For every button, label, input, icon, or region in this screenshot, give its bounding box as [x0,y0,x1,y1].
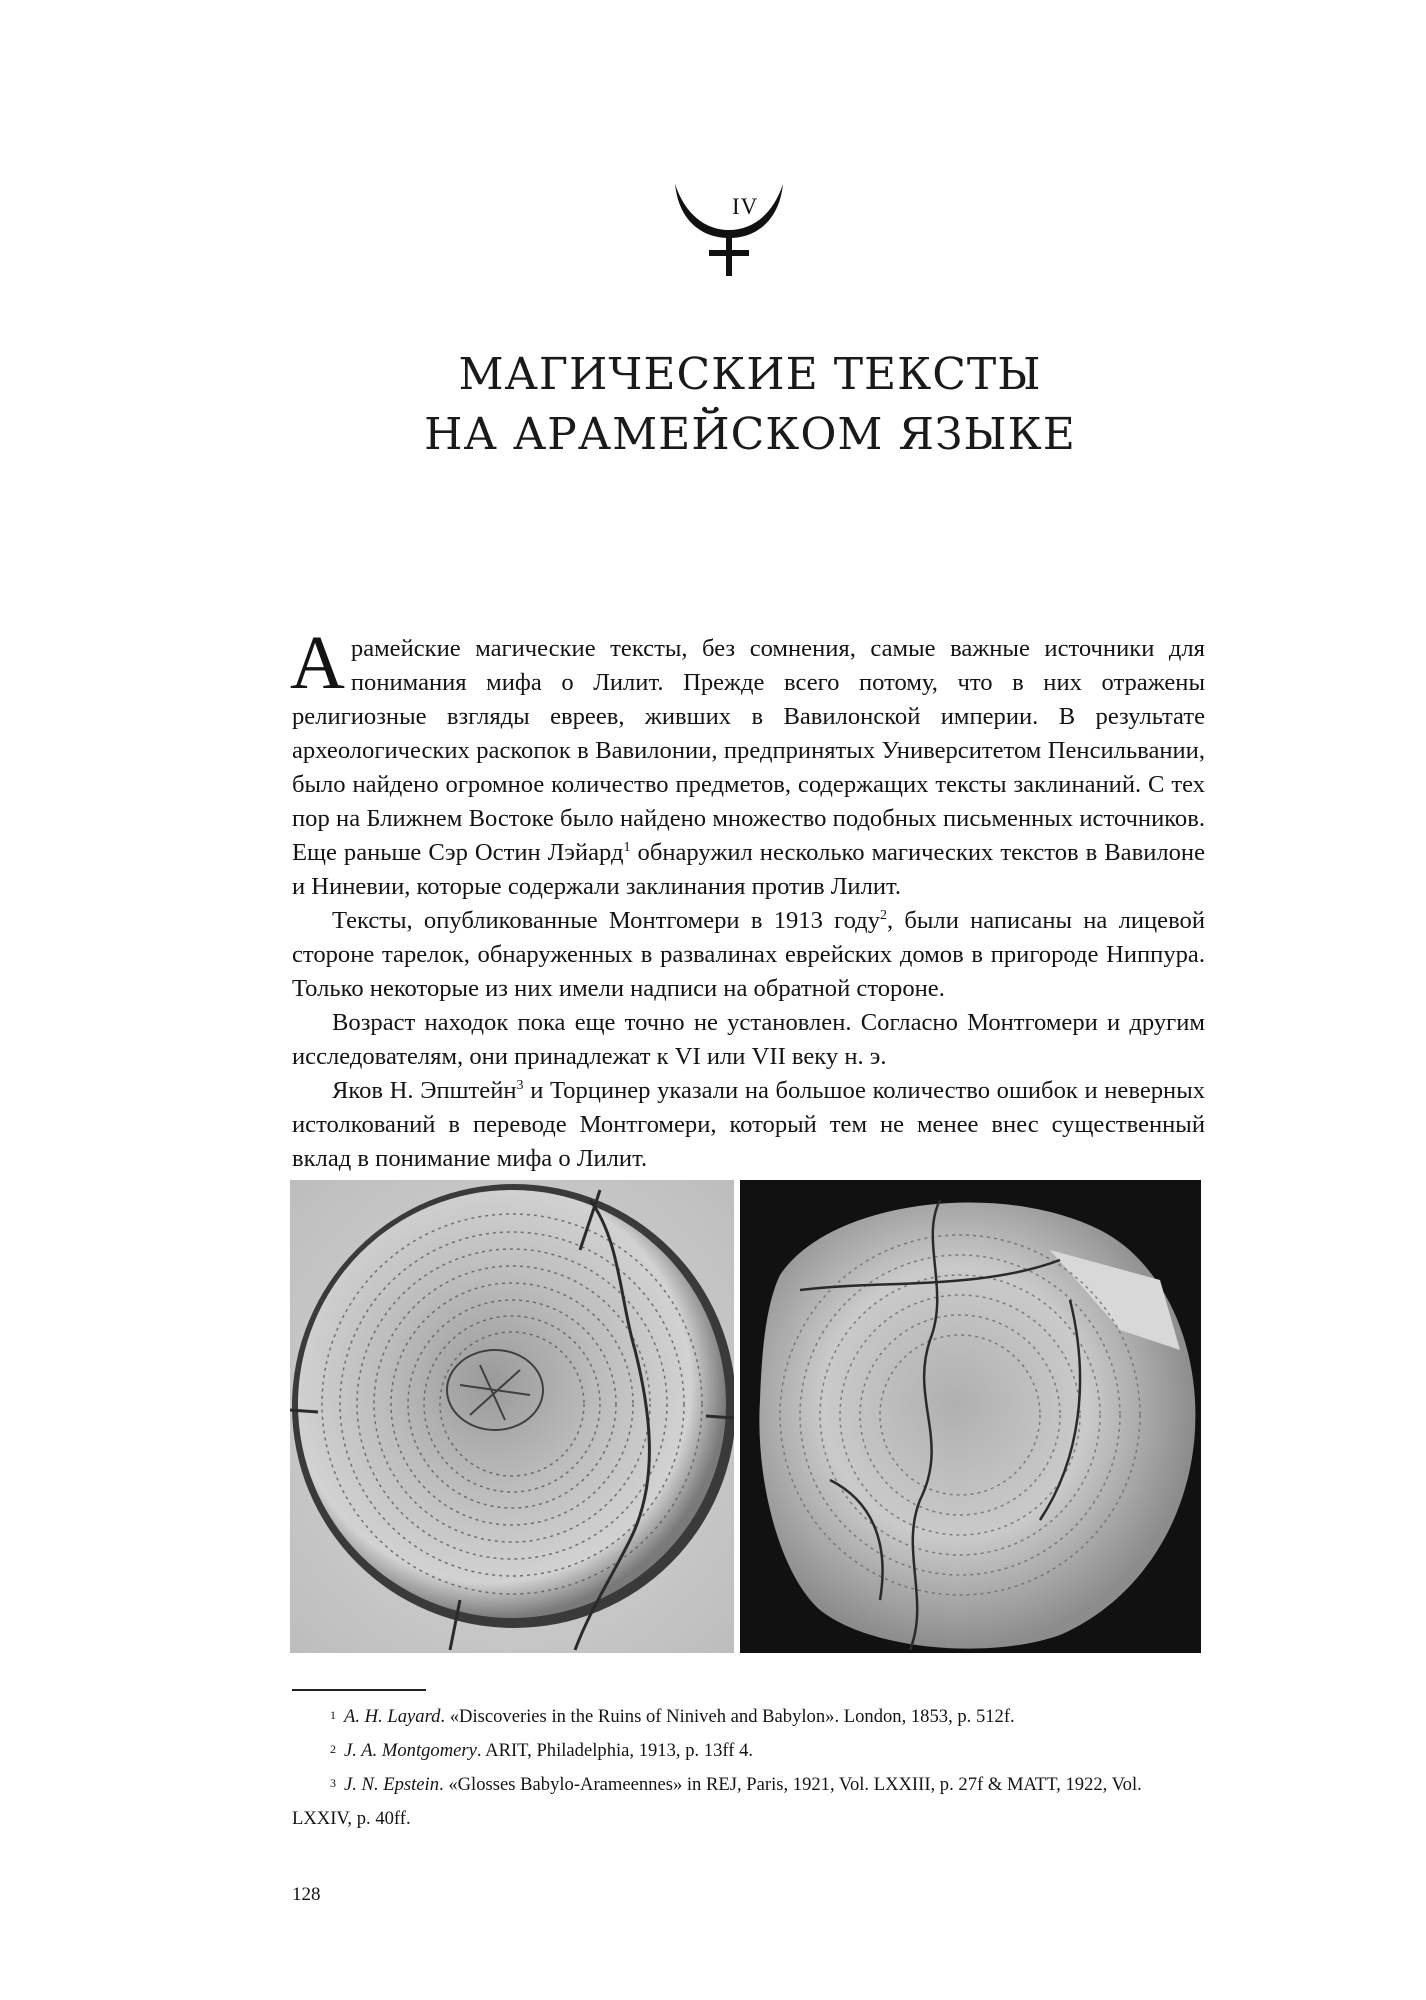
footnote-3-text: . «Glosses Babylo-Arameennes» in REJ, Paris, 1921, Vol. LXXIII, p. 27f & MATT, 1922, Vol. LXXIV, p. 40ff. [292,1774,1142,1829]
footnote-separator [292,1689,426,1691]
chapter-title-line1: МАГИЧЕСКИЕ ТЕКСТЫ [458,349,1042,401]
paragraph-2 [292,904,1205,1006]
incantation-bowl-photo-right [740,1180,1201,1653]
paragraph-1-text-b: обнаружил несколько магических текстов в Вавилоне и Ниневии, которые содержали заклинания против Лилит. [292,839,1205,900]
paragraph-2-text-a: Тексты, опубликованные Монтгомери в 1913 году [332,907,880,934]
body-text [290,621,1206,1176]
paragraph-1-text-a: рамейские магические тексты, без сомнения, самые важные источники для понимания мифа о Лилит. Прежде всего потому, что в них отражены религиозные взгляды евреев, живших в Вавилонской империи. В результате археологических раскопок в Вавилонии, предпринятых Университетом Пенсильвании, было найдено огромное количество предметов, содержащих тексты заклинаний. С тех пор на Ближнем Востоке было найдено множество подобных письменных источников. Еще раньше Сэр Остин Лэйард [292,635,1205,866]
footnote-ref-2[interactable]: 2 [880,908,887,923]
footnote-1-number: 1 [330,1708,336,1722]
footnotes [292,1700,1205,1836]
footnote-ref-3[interactable]: 3 [516,1078,524,1093]
footnote-3 [292,1768,1205,1836]
footnote-1-text: . «Discoveries in the Ruins of Niniveh and Babylon». London, 1853, p. 512f. [440,1706,1015,1727]
paragraph-4 [292,1074,1205,1176]
footnote-2-author: J. A. Montgomery [344,1740,477,1761]
page-number: 128 [292,1884,321,1905]
paragraph-3: Возраст находок пока еще точно не установлен. Согласно Монтгомери и другим исследователям, они принадлежат к VI или VII веку н. э. [292,1009,1205,1070]
footnote-3-number: 3 [330,1776,336,1790]
footnote-2-number: 2 [330,1742,336,1756]
paragraph-1 [290,621,1205,904]
drop-cap: А [290,621,345,705]
chapter-title-line2: НА АРАМЕЙСКОМ ЯЗЫКЕ [424,409,1076,461]
incantation-bowl-photo-left [290,1180,734,1653]
footnote-2 [292,1734,1205,1768]
footnote-ref-1[interactable]: 1 [623,840,631,855]
paragraph-4-text-b: и Торцинер указали на большое количество ошибок и неверных истолкований в переводе Монтгомери, который тем не менее внес существенный вклад в понимание мифа о Лилит. [292,1077,1206,1172]
footnote-2-text: . ARIT, Philadelphia, 1913, p. 13ff 4. [476,1740,754,1761]
footnote-1-author: A. H. Layard [344,1706,441,1727]
paragraph-2-text-b: , были написаны на лицевой стороне тарелок, обнаруженных в развалинах еврейских домов в пригороде Ниппура. Только некоторые из них имели надписи на обратной стороне. [292,907,1205,1002]
chapter-title [0,345,1426,465]
footnote-3-author: J. N. Epstein [344,1774,440,1795]
paragraph-4-text-a: Яков Н. Эпштейн [332,1077,517,1104]
chapter-number: IV [732,194,759,219]
footnote-1 [292,1700,1205,1734]
lilith-crescent-cross-icon [673,178,793,278]
